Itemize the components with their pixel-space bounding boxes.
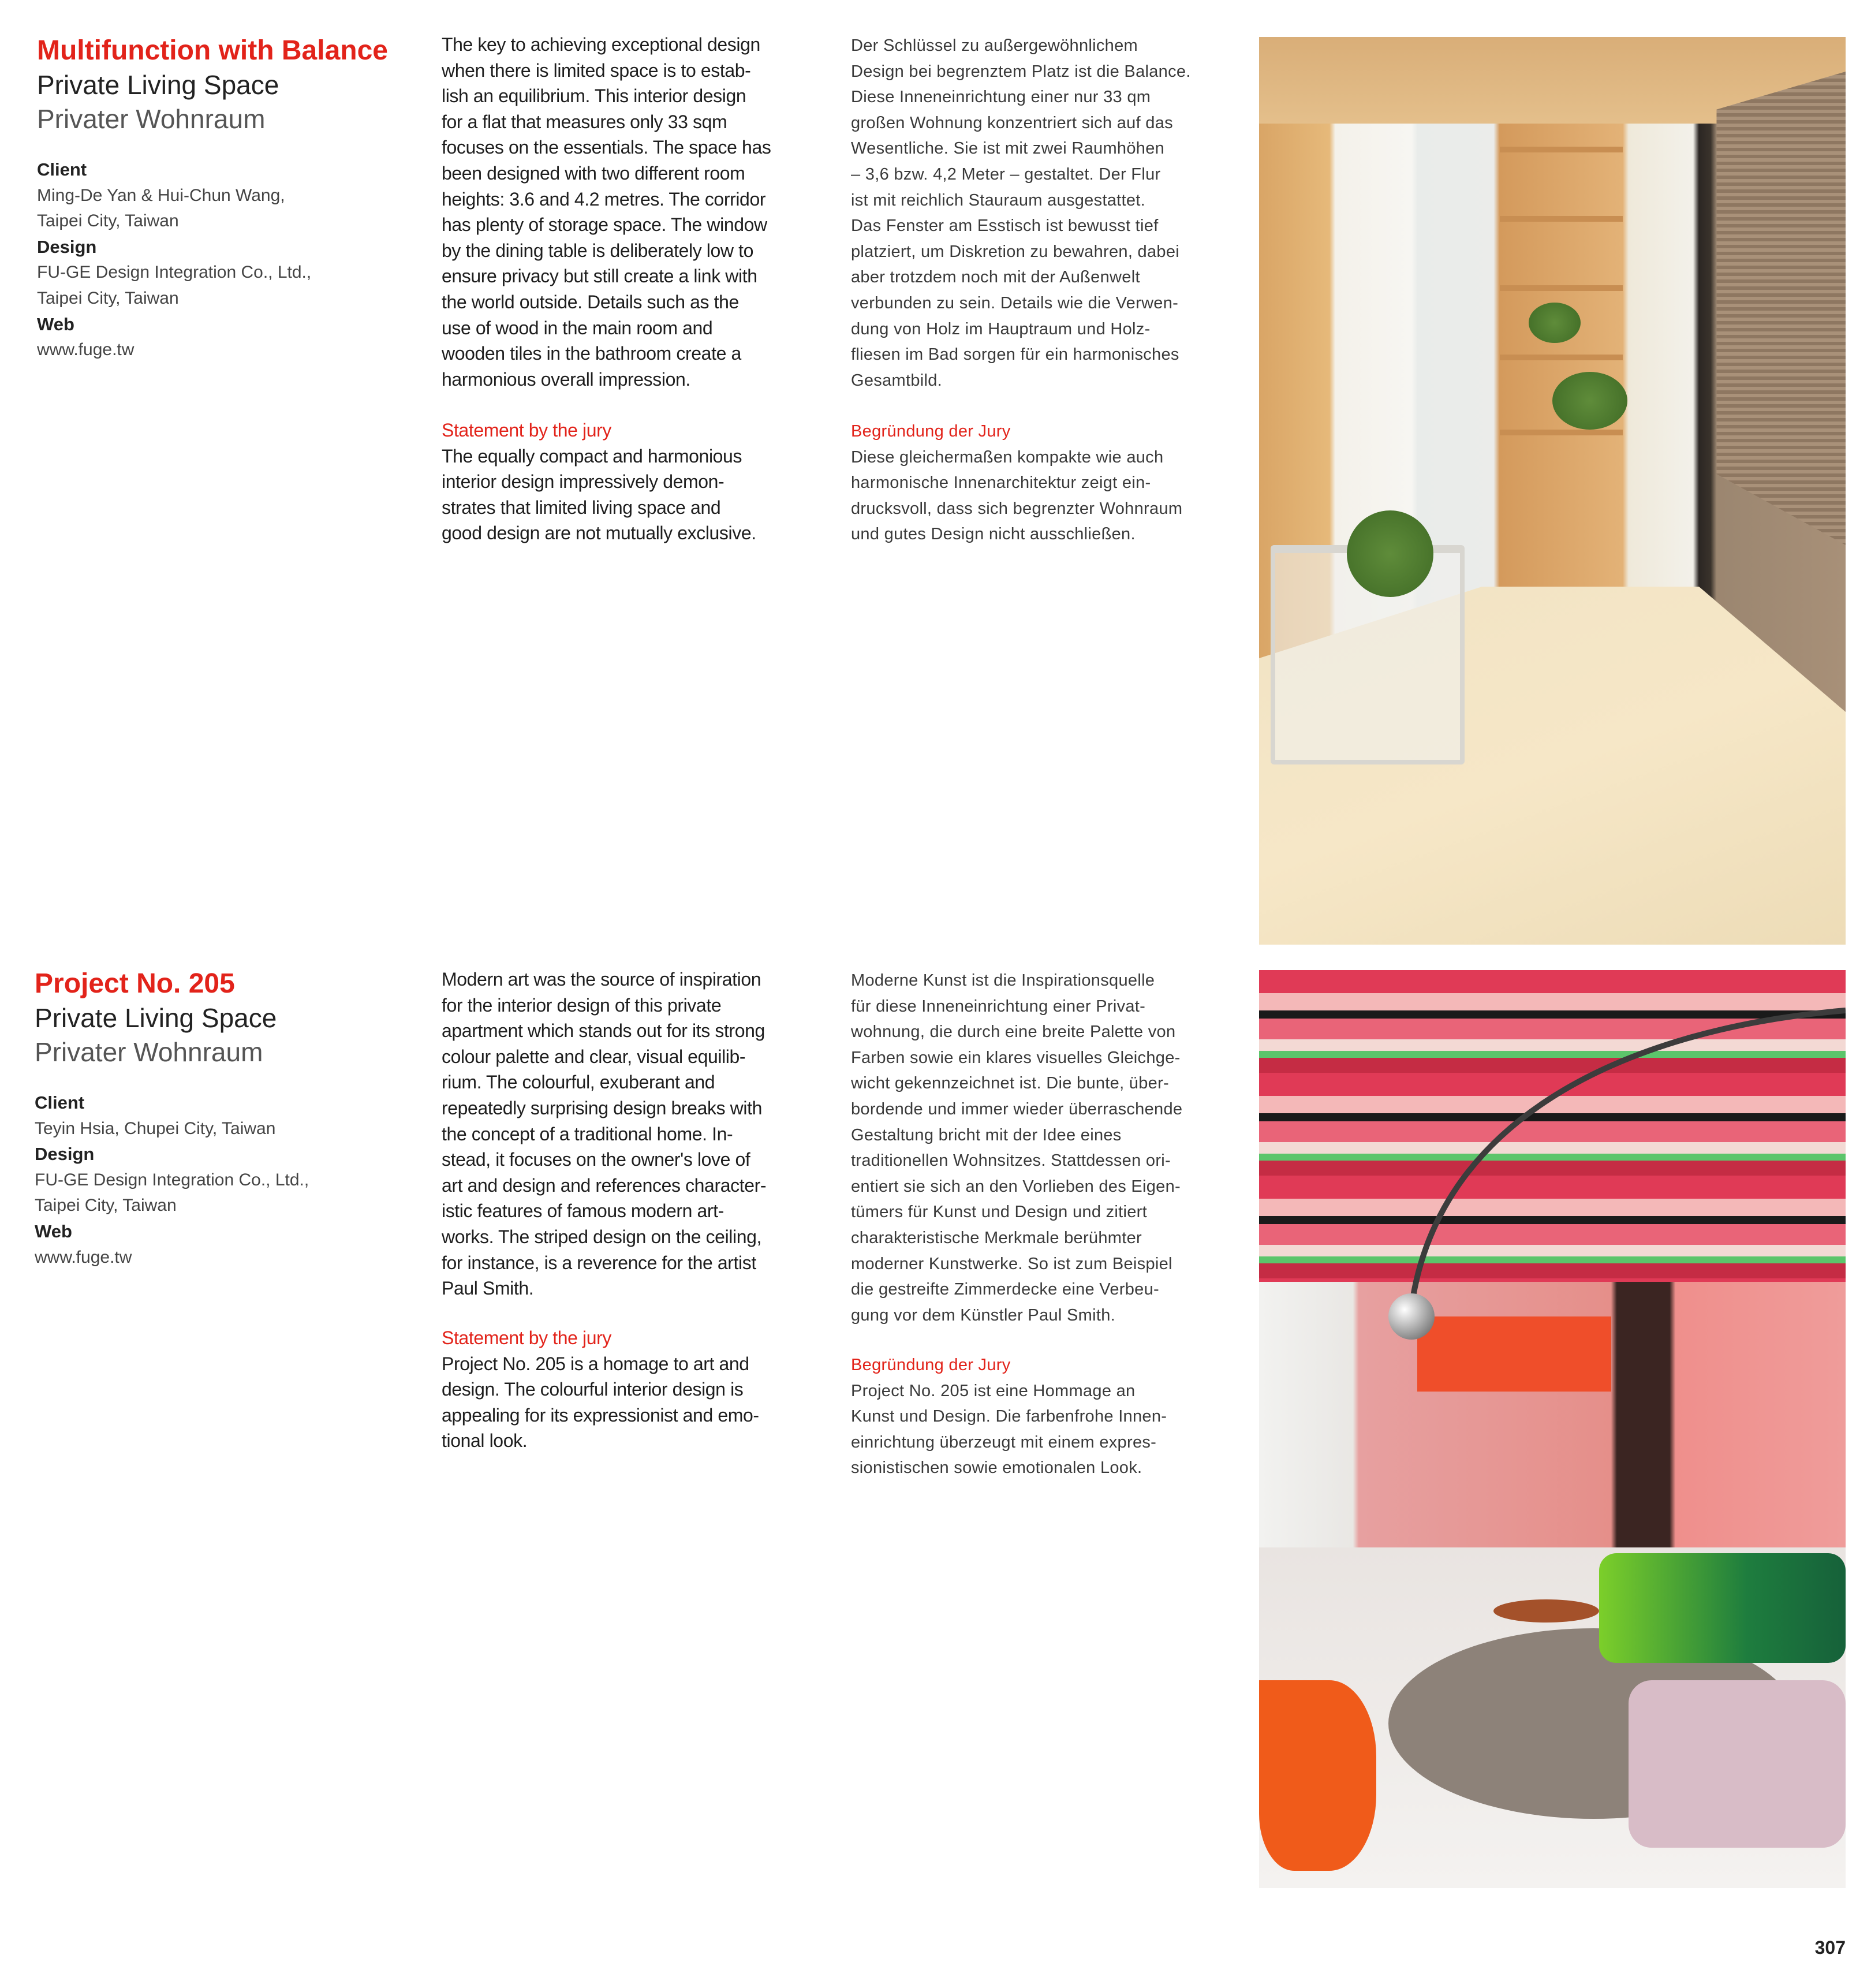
page-number: 307: [1814, 1937, 1846, 1958]
body-line: Moderne Kunst ist die Inspirationsquelle: [851, 971, 1155, 990]
body-line: Design bei begrenztem Platz ist die Balance.: [851, 62, 1191, 81]
body-line: dung von Holz im Hauptraum und Holz-: [851, 319, 1151, 338]
body-line: Das Fenster am Esstisch ist bewusst tief: [851, 217, 1159, 236]
jury-line: sionistischen sowie emotionalen Look.: [851, 1459, 1142, 1478]
jury-heading: Statement by the jury: [442, 1327, 611, 1348]
body-line: has plenty of storage space. The window: [442, 214, 767, 236]
entry-title: Multifunction with Balance: [37, 35, 388, 66]
meta-label: Client: [35, 1092, 85, 1113]
body-line: repeatedly surprising design breaks with: [442, 1097, 762, 1118]
jury-line: harmonische Innenarchitektur zeigt ein-: [851, 473, 1151, 493]
jury-line: design. The colourful interior design is: [442, 1379, 744, 1400]
meta-value: FU-GE Design Integration Co., Ltd.,: [35, 1170, 309, 1189]
body-line: traditionellen Wohnsitzes. Stattdessen ori-: [851, 1151, 1171, 1170]
meta-label: Client: [37, 159, 87, 180]
body-line: wicht gekennzeichnet ist. Die bunte, über-: [851, 1074, 1170, 1093]
photo-colorful-striped-living-room: [1259, 970, 1846, 1888]
jury-heading: Begründung der Jury: [851, 422, 1011, 441]
jury-line: strates that limited living space and: [442, 497, 721, 518]
body-line: for instance, is a reverence for the artist: [442, 1252, 756, 1273]
jury-line: Project No. 205 ist eine Hommage an: [851, 1381, 1136, 1400]
shelf: [1500, 285, 1623, 291]
body-line: rium. The colourful, exuberant and: [442, 1072, 715, 1093]
entry-1-info: [37, 33, 388, 363]
entry-2-german-jury: [851, 1352, 1167, 1481]
jury-line: einrichtung überzeugt mit einem expres-: [851, 1433, 1157, 1452]
body-line: aber trotzdem noch mit der Außenwelt: [851, 268, 1140, 287]
body-line: großen Wohnung konzentriert sich auf das: [851, 113, 1173, 132]
body-line: for a flat that measures only 33 sqm: [442, 111, 727, 132]
meta-value: Taipei City, Taiwan: [37, 211, 179, 231]
body-line: Der Schlüssel zu außergewöhnlichem: [851, 36, 1138, 55]
jury-line: und gutes Design nicht ausschließen.: [851, 525, 1136, 544]
body-line: the concept of a traditional home. In-: [442, 1123, 733, 1144]
meta-value: FU-GE Design Integration Co., Ltd.,: [37, 263, 312, 282]
meta-label: Web: [37, 314, 74, 334]
category-german: Privater Wohnraum: [37, 104, 266, 134]
entry-1-german-jury: [851, 419, 1182, 547]
entry-2-english-jury: [442, 1325, 759, 1454]
photo-wooden-corridor-apartment: [1259, 37, 1846, 945]
jury-heading: Statement by the jury: [442, 420, 611, 441]
body-line: the world outside. Details such as the: [442, 291, 739, 312]
body-line: Gesamtbild.: [851, 371, 943, 390]
body-line: Gestaltung bricht mit der Idee eines: [851, 1125, 1122, 1144]
meta-value: Ming-De Yan & Hui-Chun Wang,: [37, 185, 285, 205]
jury-line: Kunst und Design. Die farbenfrohe Innen-: [851, 1407, 1167, 1426]
plant: [1552, 372, 1627, 430]
body-line: heights: 3.6 and 4.2 metres. The corridor: [442, 188, 766, 210]
body-line: gung vor dem Künstler Paul Smith.: [851, 1306, 1116, 1325]
plant: [1347, 510, 1433, 597]
lamp-shade: [1388, 1293, 1435, 1340]
meta-label: Design: [37, 236, 97, 257]
jury-line: good design are not mutually exclusive.: [442, 523, 756, 544]
window-blind: [1716, 72, 1846, 545]
shelf: [1500, 216, 1623, 222]
body-line: moderner Kunstwerke. So ist zum Beispiel: [851, 1254, 1172, 1273]
entry-2-german-text: [851, 968, 1182, 1328]
body-line: die gestreifte Zimmerdecke eine Verbeu-: [851, 1280, 1159, 1299]
jury-line: The equally compact and harmonious: [442, 445, 742, 467]
meta-value: www.fuge.tw: [37, 340, 135, 360]
entry-1-english-jury: [442, 417, 756, 546]
body-line: works. The striped design on the ceiling,: [442, 1226, 761, 1247]
body-line: verbunden zu sein. Details wie die Verwen-: [851, 293, 1179, 312]
body-line: harmonious overall impression.: [442, 368, 690, 390]
entry-2-english-text: [442, 967, 766, 1301]
body-line: Wesentliche. Sie ist mit zwei Raumhöhen: [851, 139, 1165, 158]
jury-line: Diese gleichermaßen kompakte wie auch: [851, 447, 1164, 467]
body-line: art and design and references character-: [442, 1174, 767, 1196]
entry-title: Project No. 205: [35, 968, 235, 999]
body-line: istic features of famous modern art-: [442, 1200, 724, 1222]
body-line: ist mit reichlich Stauraum ausgestattet.: [851, 191, 1146, 210]
body-line: been designed with two different room: [442, 162, 745, 184]
category-english: Private Living Space: [37, 70, 279, 100]
arc-lamp: [1259, 970, 1846, 1888]
body-line: when there is limited space is to estab-: [442, 59, 751, 81]
body-line: – 3,6 bzw. 4,2 Meter – gestaltet. Der Flur: [851, 165, 1161, 184]
body-line: entiert sie sich an den Vorlieben des Eigen-: [851, 1177, 1181, 1196]
entry-1-german-text: [851, 33, 1191, 393]
body-line: wooden tiles in the bathroom create a: [442, 343, 741, 364]
body-line: bordende und immer wieder überraschende: [851, 1099, 1183, 1118]
body-line: lish an equilibrium. This interior design: [442, 85, 746, 107]
body-line: use of wood in the main room and: [442, 317, 713, 338]
jury-line: drucksvoll, dass sich begrenzter Wohnraum: [851, 499, 1183, 518]
body-line: für diese Inneneinrichtung einer Privat-: [851, 997, 1146, 1016]
body-line: Modern art was the source of inspiration: [442, 969, 761, 990]
entry-1-english-text: [442, 32, 771, 392]
jury-line: Project No. 205 is a homage to art and: [442, 1353, 749, 1374]
jury-line: tional look.: [442, 1430, 528, 1452]
body-line: platziert, um Diskretion zu bewahren, dabei: [851, 242, 1180, 261]
body-line: The key to achieving exceptional design: [442, 34, 760, 55]
body-line: focuses on the essentials. The space has: [442, 137, 771, 158]
shelf: [1500, 147, 1623, 152]
body-line: Farben sowie ein klares visuelles Gleichge-: [851, 1048, 1181, 1067]
body-line: Diese Inneneinrichtung einer nur 33 qm: [851, 88, 1151, 107]
body-line: colour palette and clear, visual equilib-: [442, 1046, 746, 1067]
body-line: apartment which stands out for its strong: [442, 1020, 765, 1042]
meta-value: Teyin Hsia, Chupei City, Taiwan: [35, 1118, 276, 1138]
body-line: by the dining table is deliberately low to: [442, 240, 753, 261]
plant: [1529, 303, 1581, 343]
entry-2-info: [35, 967, 309, 1270]
body-line: fliesen im Bad sorgen für ein harmonisches: [851, 345, 1179, 364]
body-line: tümers für Kunst und Design und zitiert: [851, 1203, 1147, 1222]
jury-line: appealing for its expressionist and emo-: [442, 1404, 759, 1426]
meta-value: www.fuge.tw: [35, 1247, 132, 1267]
meta-label: Web: [35, 1221, 72, 1241]
jury-line: interior design impressively demon-: [442, 471, 725, 493]
jury-heading: Begründung der Jury: [851, 1356, 1011, 1374]
body-line: wohnung, die durch eine breite Palette von: [851, 1023, 1176, 1042]
body-line: charakteristische Merkmale berühmter: [851, 1228, 1142, 1247]
category-english: Private Living Space: [35, 1003, 277, 1033]
body-line: Paul Smith.: [442, 1278, 534, 1299]
body-line: stead, it focuses on the owner's love of: [442, 1149, 750, 1170]
body-line: for the interior design of this private: [442, 994, 722, 1016]
meta-value: Taipei City, Taiwan: [35, 1196, 177, 1215]
category-german: Privater Wohnraum: [35, 1037, 263, 1067]
shelf: [1500, 430, 1623, 435]
shelf: [1500, 355, 1623, 360]
meta-label: Design: [35, 1144, 95, 1165]
meta-value: Taipei City, Taiwan: [37, 288, 179, 308]
body-line: ensure privacy but still create a link with: [442, 266, 757, 287]
